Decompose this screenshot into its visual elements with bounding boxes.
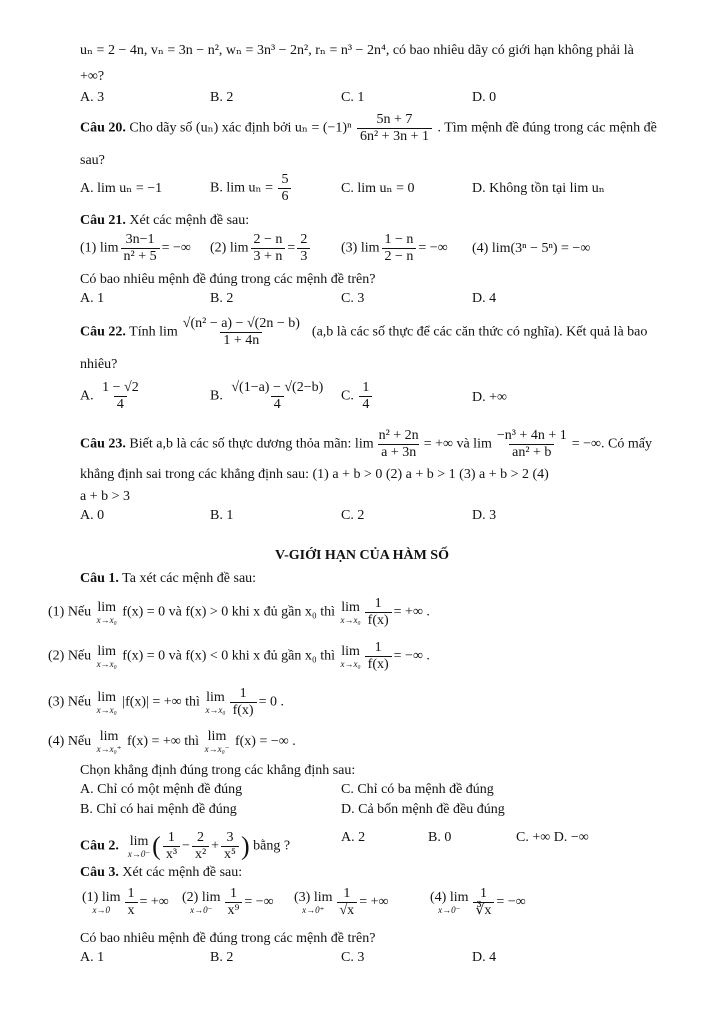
c1-s1-lim-word: lim — [97, 599, 117, 615]
q21-item-2-rhs — [297, 232, 310, 265]
q22-option-a-num: 1 − √2 — [102, 380, 139, 395]
question-20-frac-num: 5n + 7 — [376, 112, 413, 127]
question-23-f2-num: −n³ + 4n + 1 — [496, 428, 567, 443]
q22-option-b-frac — [228, 380, 326, 413]
q21-item-1-post: = −∞ — [161, 240, 191, 256]
q21-item-2-rhs-num: 2 — [300, 232, 308, 247]
c1-s1-lim2 — [341, 601, 361, 625]
c1-s2-prefix: (2) Nếu — [48, 648, 92, 664]
c1-option-d: D. Cả bốn mệnh đề đều đúng — [341, 802, 505, 817]
c1-question — [80, 570, 256, 588]
intro-option-c: C. 1 — [341, 90, 365, 105]
q21-item-1-pre: (1) lim — [80, 240, 119, 256]
q22-option-c — [341, 380, 374, 413]
c2-close-paren: ) — [240, 831, 250, 861]
c2-option-b: B. 0 — [428, 830, 452, 845]
c1-option-c: C. Chỉ có ba mệnh đề đúng — [341, 782, 494, 797]
c1-s4-lim2 — [205, 730, 230, 754]
q22-option-b-label: B. — [210, 388, 223, 404]
q21-item-4: (4) lim(3ⁿ − 5ⁿ) = −∞ — [472, 241, 591, 256]
q23-option-c: C. 2 — [341, 508, 365, 523]
q22-option-b-num: √(1−a) − √(2−b) — [231, 380, 324, 395]
c2-option-cd: C. +∞ D. −∞ — [516, 830, 589, 845]
c1-s4-body: f(x) = +∞ thì — [127, 734, 200, 750]
c1-s3-lim-sub: x→x₀ — [96, 704, 117, 715]
question-23-f1-den: a + 3n — [378, 444, 419, 461]
q22-option-c-den: 4 — [359, 396, 372, 413]
c2-lim-word: lim — [129, 833, 149, 849]
question-23-f1-num: n² + 2n — [378, 428, 419, 443]
c1-s1-lim-sub: x→x₀ — [96, 614, 117, 625]
c1-s2-lim — [97, 645, 117, 669]
c3-i1-den: x — [125, 902, 138, 919]
c1-s2-post: = −∞ . — [393, 648, 430, 664]
c1-s2-frac — [365, 640, 392, 673]
q23-option-d: D. 3 — [472, 508, 497, 523]
q22-option-d: D. +∞ — [472, 390, 507, 405]
q20-option-c: C. lim uₙ = 0 — [341, 181, 415, 196]
c1-option-b: B. Chỉ có hai mệnh đề đúng — [80, 802, 237, 817]
c3-i2-den: x⁹ — [225, 902, 243, 919]
question-22-num: √(n² − a) − √(2n − b) — [182, 316, 300, 331]
c3-i1-lim — [82, 891, 121, 915]
c2-t1-den: x³ — [163, 846, 180, 863]
c3-i4-pre: (4) lim — [430, 889, 469, 905]
question-22-text-b: (a,b là các số thực để các căn thức có nghĩa). Kết quả là bao — [311, 324, 648, 340]
c1-s4-prefix: (4) Nếu — [48, 734, 92, 750]
c3-i2-lim — [182, 891, 221, 915]
c1-s3-den: f(x) — [230, 702, 257, 719]
intro-option-a: A. 3 — [80, 90, 105, 105]
c3-item-4 — [428, 886, 526, 919]
c3-i1-sub: x→0 — [92, 904, 110, 915]
q20-option-d: D. Không tồn tại lim uₙ — [472, 181, 605, 196]
c1-s3-prefix: (3) Nếu — [48, 694, 92, 710]
c1-s1-prefix: (1) Nếu — [48, 604, 92, 620]
q21-question: Có bao nhiêu mệnh đề đúng trong các mệnh đề trên? — [80, 272, 376, 287]
c1-s2-lim2-word: lim — [341, 643, 360, 659]
c3-option-a: A. 1 — [80, 950, 105, 965]
q21-item-2-rhs-den: 3 — [297, 248, 310, 265]
q21-item-3-pre: (3) lim — [341, 240, 380, 256]
question-20-label: Câu 20. — [80, 120, 126, 136]
c1-s3-lim — [97, 691, 117, 715]
q21-item-3 — [341, 232, 448, 265]
question-22-label: Câu 22. — [80, 324, 126, 340]
q21-option-c: C. 3 — [341, 291, 365, 306]
q23-option-b: B. 1 — [210, 508, 234, 523]
c1-s3-body: |f(x)| = +∞ thì — [122, 694, 200, 710]
question-23-label: Câu 23. — [80, 436, 126, 452]
c3-i3-lim — [294, 891, 333, 915]
intro-option-b: B. 2 — [210, 90, 234, 105]
c3-i4-lim — [430, 891, 469, 915]
question-23-frac-1 — [376, 428, 422, 461]
q22-option-a-label: A. — [80, 388, 94, 404]
c1-s3-lim2 — [205, 691, 225, 715]
q21-item-2-pre: (2) lim — [210, 240, 249, 256]
c3-option-b: B. 2 — [210, 950, 234, 965]
question-20 — [80, 112, 657, 145]
q22-option-b-den: 4 — [271, 396, 284, 413]
c1-s3-lim-word: lim — [97, 689, 117, 705]
c1-s2-num: 1 — [374, 640, 382, 655]
section-heading: V-GIỚI HẠN CỦA HÀM SỐ — [275, 548, 449, 563]
c3-label: Câu 3. — [80, 865, 119, 880]
c3-i3-sub: x→0⁺ — [302, 904, 325, 915]
sequence-list-text2: +∞? — [80, 69, 105, 84]
c1-s1-den: f(x) — [365, 612, 392, 629]
q23-option-a: A. 0 — [80, 508, 105, 523]
q22-option-a — [80, 380, 144, 413]
c2-t2-den: x² — [192, 846, 209, 863]
question-20-frac-den: 6n² + 3n + 1 — [357, 128, 432, 145]
c3-i3-pre: (3) lim — [294, 889, 333, 905]
q22-option-a-den: 4 — [114, 396, 127, 413]
c3-i1-frac — [125, 886, 138, 919]
c1-s3-lim2-sub: x→x₀ — [205, 704, 226, 715]
c1-s4-post: f(x) = −∞ . — [234, 734, 296, 750]
c3-item-2 — [180, 886, 274, 919]
c1-s3-frac — [230, 686, 257, 719]
q21-item-2 — [210, 232, 312, 265]
c1-s4-lim2-word: lim — [207, 729, 227, 744]
q21-item-3-frac — [382, 232, 417, 265]
c1-s4-lim-word: lim — [99, 729, 119, 744]
q22-option-b — [210, 380, 328, 413]
c1-statement-3 — [48, 686, 284, 719]
c2-option-a: A. 2 — [341, 830, 366, 845]
c2-lim-sub: x→0⁻ — [127, 848, 151, 859]
question-21-text: Xét các mệnh đề sau: — [129, 213, 250, 228]
c1-s1-lim2-sub: x→x₀ — [340, 614, 361, 625]
q22-option-c-frac — [359, 380, 372, 413]
question-23-text-c: = −∞. Có mấy — [571, 436, 652, 452]
q21-item-2-num: 2 − n — [253, 232, 283, 247]
question-23-text-b: = +∞ và lim — [423, 436, 492, 452]
c1-s3-post: = 0 . — [258, 694, 284, 710]
c3-question — [80, 864, 242, 882]
c2-t1-num: 1 — [167, 830, 175, 845]
c1-statement-4 — [48, 730, 296, 754]
c2-t3-den: x⁵ — [221, 846, 239, 863]
c3-option-d: D. 4 — [472, 950, 497, 965]
c3-i3-frac — [337, 886, 358, 919]
c1-prompt: Chọn khẳng định đúng trong các khẳng định sau: — [80, 763, 356, 778]
q20-option-b-frac — [278, 172, 291, 205]
question-22 — [80, 316, 647, 349]
c3-i4-num: 1 — [479, 886, 487, 901]
c3-item-1 — [80, 886, 169, 919]
q21-item-3-den: 2 − n — [382, 248, 417, 265]
q21-item-1-num: 3n−1 — [125, 232, 155, 247]
c1-s1-frac — [365, 596, 392, 629]
c3-i2-num: 1 — [229, 886, 237, 901]
q21-item-2-den: 3 + n — [251, 248, 286, 265]
c3-i4-post: = −∞ — [496, 894, 526, 910]
c2-label: Câu 2. — [80, 838, 119, 854]
c1-s1-num: 1 — [374, 596, 382, 611]
c3-i1-num: 1 — [127, 886, 135, 901]
q21-option-a: A. 1 — [80, 291, 105, 306]
question-23-frac-2 — [494, 428, 570, 461]
c3-i1-pre: (1) lim — [82, 889, 121, 905]
question-20-text-b: . Tìm mệnh đề đúng trong các mệnh đề — [437, 120, 657, 136]
c3-i3-num: 1 — [343, 886, 351, 901]
c3-i1-post: = +∞ — [139, 894, 169, 910]
q20-option-b-text: B. lim uₙ = — [210, 180, 273, 196]
q22-option-c-num: 1 — [362, 380, 370, 395]
sequence-list-text: uₙ = 2 − 4n, vₙ = 3n − n², wₙ = 3n³ − 2n², rₙ = n³ − 2n⁴, có bao nhiêu dãy có giới hạn không phải là — [80, 43, 634, 58]
c1-s2-lim-sub: x→x₀ — [96, 658, 117, 669]
q20-option-a: A. lim uₙ = −1 — [80, 181, 163, 196]
c1-s4-lim2-sub: x→x₀⁻ — [204, 744, 230, 754]
sequence-list-line — [80, 42, 672, 60]
c1-label: Câu 1. — [80, 571, 119, 586]
intro-option-d: D. 0 — [472, 90, 497, 105]
c1-s2-lim-word: lim — [97, 643, 117, 659]
c1-s4-lim — [97, 730, 122, 754]
q20-option-b-den: 6 — [278, 188, 291, 205]
c3-i4-sub: x→0⁻ — [438, 904, 461, 915]
q21-option-b: B. 2 — [210, 291, 234, 306]
c1-text: Ta xét các mệnh đề sau: — [122, 571, 257, 586]
c3-i4-frac — [473, 886, 495, 919]
c1-s3-num: 1 — [239, 686, 247, 701]
q21-item-1-frac — [121, 232, 160, 265]
c3-i2-frac — [225, 886, 243, 919]
c3-option-c: C. 3 — [341, 950, 365, 965]
c1-s1-post: = +∞ . — [393, 604, 430, 620]
c3-i2-sub: x→0⁻ — [190, 904, 213, 915]
c2-text: bằng ? — [253, 838, 291, 854]
q21-item-1-den: n² + 5 — [121, 248, 160, 265]
question-20-text-a: Cho dãy số (uₙ) xác định bởi uₙ = (−1)ⁿ — [129, 120, 352, 136]
c1-s2-body: f(x) = 0 và f(x) < 0 khi x đủ gần x₀ thì — [122, 648, 336, 664]
q21-option-d: D. 4 — [472, 291, 497, 306]
c1-s3-lim2-word: lim — [206, 689, 225, 705]
c3-item-3 — [292, 886, 388, 919]
question-23-line2: khẳng định sai trong các khẳng định sau: (1) a + b > 0 (2) a + b > 1 (3) a + b > 2 (4) — [80, 467, 549, 482]
question-21-label: Câu 21. — [80, 213, 126, 228]
c1-s1-body: f(x) = 0 và f(x) > 0 khi x đủ gần x₀ thì — [122, 604, 336, 620]
c3-i3-post: = +∞ — [359, 894, 389, 910]
c3-prompt: Có bao nhiêu mệnh đề đúng trong các mệnh đề trên? — [80, 931, 376, 946]
c2-question: Câu 2. lim x→0⁻ ( $\frac{1}{\text{x³}}$ − $\frac{2}{\text{x²}}$ + $\frac{3}{\text{x⁵}}$ ) bằng ? — [80, 830, 291, 862]
q21-item-3-post: = −∞ — [418, 240, 448, 256]
c1-s2-den: f(x) — [365, 656, 392, 673]
c3-text: Xét các mệnh đề sau: — [122, 865, 243, 880]
question-22-text-a: Tính lim — [129, 324, 178, 340]
question-20-text-c: sau? — [80, 153, 105, 168]
c1-s1-lim — [97, 601, 117, 625]
c3-i2-pre: (2) lim — [182, 889, 221, 905]
q21-item-2-frac — [251, 232, 286, 265]
question-22-frac — [180, 316, 303, 349]
q20-option-b — [210, 172, 293, 205]
question-21 — [80, 212, 249, 230]
c1-s2-lim2-sub: x→x₀ — [340, 658, 361, 669]
c2-term-2 — [192, 830, 209, 863]
c2-t2-num: 2 — [197, 830, 205, 845]
q21-item-3-num: 1 − n — [384, 232, 414, 247]
question-23-text-a: Biết a,b là các số thực dương thỏa mãn: lim — [129, 436, 374, 452]
q21-item-2-post: = — [287, 240, 296, 256]
c2-term-3 — [221, 830, 239, 863]
c2-lim — [128, 835, 150, 859]
c2-term-1 — [163, 830, 180, 863]
c3-i4-den: ∛x — [473, 902, 495, 919]
c1-s2-lim2 — [341, 645, 361, 669]
question-22-text-c: nhiêu? — [80, 357, 118, 372]
question-23-f2-den: an² + b — [509, 444, 554, 461]
c1-option-a: A. Chỉ có một mệnh đề đúng — [80, 782, 243, 797]
c3-i3-den: √x — [337, 902, 358, 919]
c1-s4-lim-sub: x→x₀⁺ — [96, 744, 122, 754]
c1-s1-lim2-word: lim — [341, 599, 360, 615]
question-22-den: 1 + 4n — [220, 332, 262, 349]
q21-item-1 — [80, 232, 191, 265]
question-23 — [80, 428, 652, 461]
c2-open-paren: ( — [152, 831, 161, 861]
c2-t3-num: 3 — [226, 830, 234, 845]
question-20-fraction — [357, 112, 432, 145]
c3-i2-post: = −∞ — [244, 894, 274, 910]
q22-option-a-frac — [99, 380, 142, 413]
q22-option-c-label: C. — [341, 388, 354, 404]
sequence-list-line2 — [80, 68, 672, 86]
c1-statement-1 — [48, 596, 430, 629]
c1-statement-2 — [48, 640, 430, 673]
q20-option-b-num: 5 — [281, 172, 289, 187]
question-23-line3: a + b > 3 — [80, 489, 131, 504]
